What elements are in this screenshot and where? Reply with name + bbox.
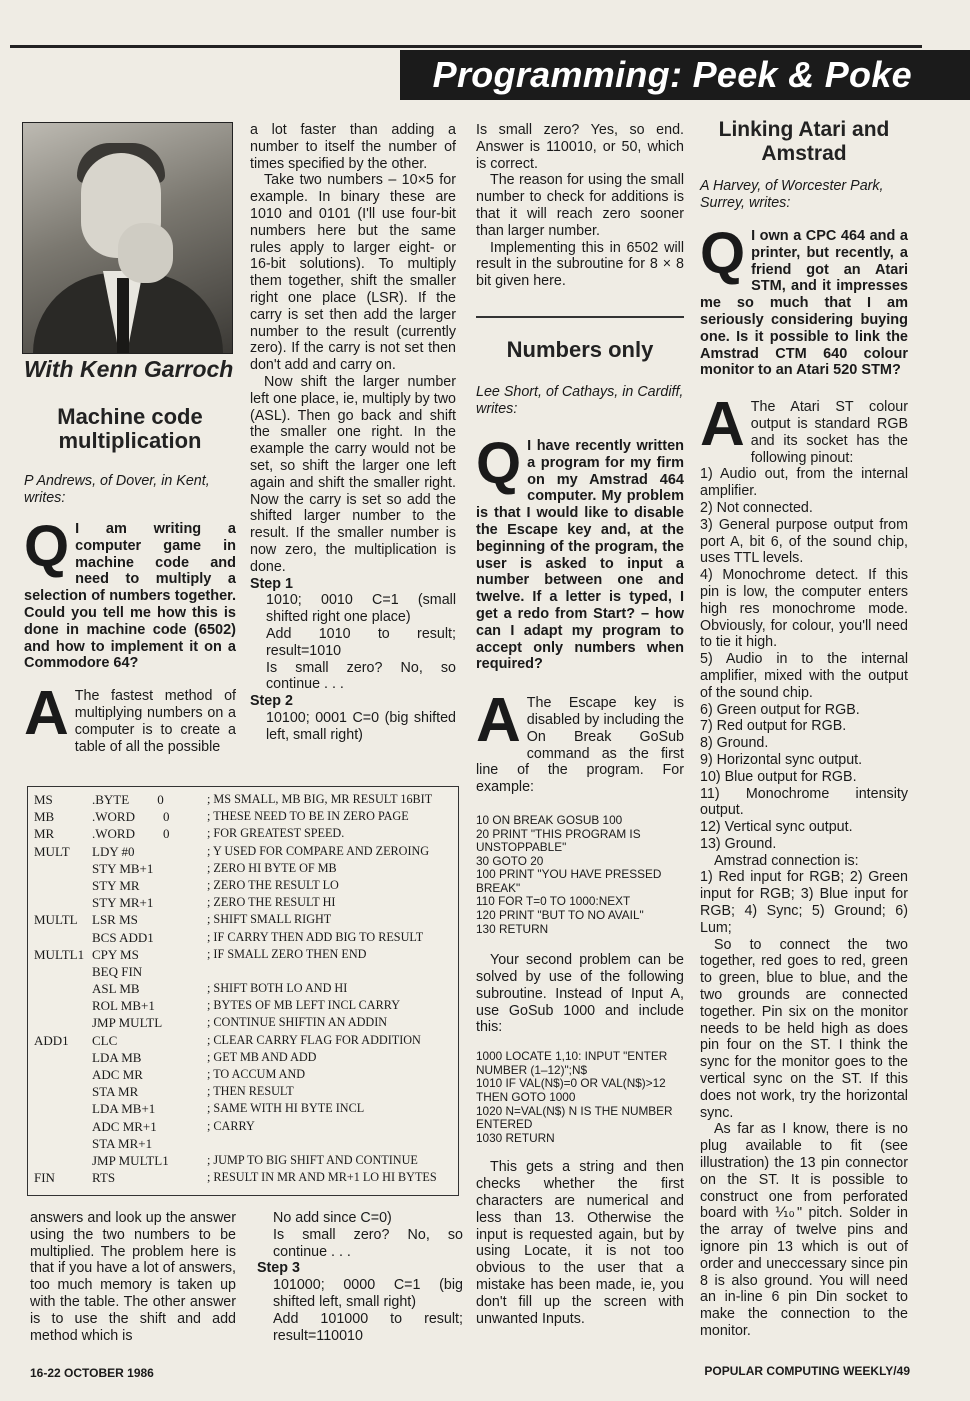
code-row — [28, 1033, 458, 1050]
code-listing-table — [28, 792, 458, 1187]
code-row — [28, 1050, 458, 1067]
pinout-item: 4) Monochrome detect. If this pin is low, the computer enters high res monochrome mode. Obviously, for colour, you'll need to tie it high. — [700, 567, 908, 651]
dropcap-q: Q — [700, 221, 746, 286]
code-comment: ; ZERO HI BYTE OF MB — [207, 860, 337, 875]
dropcap-a: A — [476, 686, 521, 756]
basic-line: 1030 RETURN — [476, 1130, 555, 1145]
code-row — [28, 1170, 458, 1187]
code-label: MB — [34, 809, 55, 825]
code-label — [28, 964, 92, 981]
code-row — [28, 809, 458, 826]
step-1-label: Step 1 — [250, 575, 293, 592]
code-row — [28, 792, 458, 809]
code-comment: ; CONTINUE SHIFTIN AN ADDIN — [207, 1015, 388, 1030]
code-instruction: STY MB+1 — [92, 860, 154, 876]
code-instruction: .BYTE 0 — [92, 792, 164, 807]
paragraph: Is small zero? Yes, so end. Answer is 110010, or 50, which is correct. — [476, 122, 684, 172]
code-instruction: STY MR — [92, 877, 140, 893]
code-comment: ; THESE NEED TO BE IN ZERO PAGE — [207, 809, 409, 824]
basic-listing-1 — [476, 814, 684, 936]
code-comment: ; GET MB AND ADD — [207, 1049, 317, 1064]
section-divider — [476, 316, 684, 318]
code-comment: ; TO ACCUM AND — [207, 1067, 306, 1081]
basic-line: 10 ON BREAK GOSUB 100 — [476, 812, 623, 827]
pinout-item: 3) General purpose output from port A, bit 6, of the sound chip, uses TTL levels. — [700, 516, 908, 567]
code-label — [28, 1136, 92, 1153]
basic-line: 130 RETURN — [476, 921, 549, 936]
answer — [476, 686, 684, 796]
question — [476, 430, 684, 673]
pinout-item: 6) Green output for RGB. — [700, 701, 860, 718]
dropcap-q: Q — [24, 514, 70, 579]
answer-text: The Escape key is disabled by including the On Break GoSub command as the first line of the program. For example: — [476, 695, 684, 796]
step-text: Add 1010 to result; result=1010 — [266, 625, 456, 659]
step-2-label: Step 2 — [250, 693, 293, 710]
author-photo — [22, 122, 233, 354]
basic-line: 1010 IF VAL(N$)=0 OR VAL(N$)>12 THEN GOTO 1000 — [476, 1076, 666, 1105]
paragraph: The reason for using the small number to check for additions is that it will reach zero sooner than larger number. — [476, 172, 684, 239]
code-comment: ; SAME WITH HI BYTE INCL — [207, 1101, 365, 1116]
code-instruction: BEQ FIN — [92, 963, 143, 979]
code-instruction: CLC — [92, 1032, 118, 1048]
top-rule — [10, 45, 922, 48]
pinout-item: 9) Horizontal sync output. — [700, 751, 863, 768]
code-label — [28, 895, 92, 912]
code-comment: ; RESULT IN MR AND MR+1 LO HI BYTES — [207, 1170, 437, 1185]
code-instruction: ROL MB+1 — [92, 998, 155, 1014]
code-row — [28, 947, 458, 964]
code-instruction: LDA MB — [92, 1049, 142, 1065]
step-text: No add since C=0) — [273, 1210, 392, 1226]
dropcap-a: A — [24, 679, 69, 749]
code-label: MULTL1 — [34, 946, 85, 962]
code-row — [28, 964, 458, 981]
code-instruction: CPY MS — [92, 946, 139, 962]
basic-line: 30 GOTO 20 — [476, 853, 544, 868]
code-instruction: LSR MS — [92, 912, 138, 928]
pinout-list — [700, 466, 908, 852]
code-label — [28, 1050, 92, 1067]
column-1 — [24, 405, 236, 755]
basic-line: 100 PRINT "YOU HAVE PRESSED BREAK" — [476, 867, 662, 895]
code-instruction: ASL MB — [92, 981, 140, 997]
column-3 — [476, 122, 684, 1327]
basic-listing-2 — [476, 1050, 684, 1145]
column-1-continued — [30, 1210, 236, 1344]
column-4 — [700, 118, 908, 1340]
code-comment: ; SHIFT BOTH LO AND HI — [207, 981, 348, 996]
code-comment: ; Y USED FOR COMPARE AND ZEROING — [207, 843, 430, 858]
footer-page: POPULAR COMPUTING WEEKLY/49 — [704, 1364, 910, 1378]
code-comment: ; FOR GREATEST SPEED. — [207, 826, 345, 841]
question-text: I am writing a computer game in machine code and need to multiply a selection of numbers together. Could you tell me how this is done in machine code (6502) and how to implement it on a Commodore 64? — [24, 521, 236, 672]
code-label — [28, 878, 92, 895]
code-comment: ; CARRY — [207, 1118, 255, 1133]
basic-line: 110 FOR T=0 TO 1000:NEXT — [476, 894, 631, 909]
code-instruction: STA MR+1 — [92, 1135, 153, 1151]
article-heading-machine-code: Machine code multiplication — [57, 404, 203, 453]
question — [24, 514, 236, 672]
code-row — [28, 844, 458, 861]
answer — [700, 390, 908, 466]
code-row — [28, 1153, 458, 1170]
code-row — [28, 981, 458, 998]
code-comment: ; CLEAR CARRY FLAG FOR ADDITION — [207, 1032, 421, 1047]
code-operand: 0 — [157, 792, 164, 807]
code-row — [28, 878, 458, 895]
dropcap-a: A — [700, 390, 745, 460]
page-header-banner — [400, 50, 970, 100]
pinout-item: 7) Red output for RGB. — [700, 718, 847, 735]
basic-line: 120 PRINT "BUT TO NO AVAIL" — [476, 908, 644, 923]
code-instruction: .WORD 0 — [92, 809, 170, 825]
code-comment: ; BYTES OF MB LEFT INCL CARRY — [207, 998, 400, 1013]
code-instruction: LDY #0 — [92, 843, 135, 859]
code-instruction: ADC MR — [92, 1067, 143, 1082]
code-operand: 0 — [162, 826, 170, 842]
step-3-label: Step 3 — [257, 1260, 300, 1277]
code-label: ADD1 — [34, 1032, 69, 1048]
paragraph: a lot faster than adding a number to itself the number of times specified by the other. — [250, 122, 456, 172]
question — [700, 221, 908, 379]
code-label — [28, 1153, 92, 1170]
code-row — [28, 861, 458, 878]
code-comment: ; IF CARRY THEN ADD BIG TO RESULT — [207, 929, 424, 944]
code-comment — [207, 1136, 458, 1153]
code-operand: 0 — [162, 809, 170, 825]
pinout-item: 11) Monochrome intensity output. — [700, 785, 908, 819]
code-instruction: .WORD 0 — [92, 826, 170, 842]
code-row — [28, 895, 458, 912]
code-row — [28, 912, 458, 929]
code-comment — [207, 964, 458, 981]
byline: Lee Short, of Cathays, in Cardiff, writes: — [476, 383, 684, 417]
column-2-continued — [257, 1210, 463, 1344]
code-row — [28, 826, 458, 843]
page-header-title: Programming: Peek & Poke — [432, 54, 912, 95]
code-listing-box — [27, 786, 459, 1196]
paragraph: 1) Red input for RGB; 2) Green input for RGB; 3) Blue input for RGB; 4) Sync; 5) Ground; 6) Lum; — [700, 869, 908, 936]
code-comment: ; ZERO THE RESULT HI — [207, 895, 336, 910]
code-label — [28, 1101, 92, 1118]
step-text: Is small zero? No, so continue . . . — [273, 1226, 463, 1260]
code-row — [28, 1067, 458, 1084]
paragraph: Your second problem can be solved by use of the following subroutine. Instead of Input A, use GoSub 1000 and include this: — [476, 952, 684, 1036]
code-instruction: JMP MULTL — [92, 1015, 163, 1031]
code-instruction: JMP MULTL1 — [92, 1152, 169, 1168]
step-text: 101000; 0000 C=1 (big shifted left, small right) — [273, 1277, 463, 1310]
basic-line: 1020 N=VAL(N$) N IS THE NUMBER ENTERED — [476, 1103, 673, 1132]
pinout-item: 8) Ground. — [700, 735, 769, 752]
step-text: Add 101000 to result; result=110010 — [273, 1310, 463, 1344]
code-comment: ; IF SMALL ZERO THEN END — [207, 946, 367, 961]
code-label: MULT — [34, 843, 70, 859]
dropcap-q: Q — [476, 430, 522, 496]
column-2 — [250, 122, 456, 743]
paragraph: This gets a string and then checks whether the first characters are numerical and less than 13. Otherwise the input is requested again, but by using Locate, it is not too obvious to the user that a mistake has been made, ie, you don't fill up the screen with unwanted Inputs. — [476, 1159, 684, 1327]
pinout-item: 10) Blue output for RGB. — [700, 768, 857, 785]
code-instruction: STA MR — [92, 1084, 139, 1100]
code-row — [28, 1119, 458, 1136]
paragraph: Take two numbers – 10×5 for example. In binary these are 1010 and 0101 (I'll use four-bit numbers here but the same rules apply to larger eight- or 16-bit solutions). To multiply them together, shift the smaller right one place (LSR). If the carry is set then add the larger number to the result (currently zero). If the carry is not set then don't add and carry on. — [250, 172, 456, 374]
code-label: FIN — [34, 1170, 55, 1186]
photo-caption: With Kenn Garroch — [24, 356, 234, 382]
pinout-item: 1) Audio out, from the internal amplifier. — [700, 466, 908, 500]
pinout-item: 13) Ground. — [700, 835, 777, 852]
code-label — [28, 1084, 92, 1101]
pinout-item: 2) Not connected. — [700, 499, 813, 516]
code-instruction: LDA MB+1 — [92, 1101, 156, 1117]
code-label: MR — [34, 826, 55, 842]
basic-line: 1000 LOCATE 1,10: INPUT "ENTER NUMBER (1–12)";N$ — [476, 1049, 668, 1077]
code-comment: ; THEN RESULT — [207, 1084, 294, 1099]
step-text: 1010; 0010 C=1 (small shifted right one place) — [266, 592, 456, 626]
code-label — [28, 1067, 92, 1084]
code-comment: ; MS SMALL, MB BIG, MR RESULT 16BIT — [207, 792, 433, 806]
code-label: MS — [34, 792, 53, 807]
code-row — [28, 930, 458, 947]
code-label — [28, 981, 92, 998]
paragraph: Implementing this in 6502 will result in the subroutine for 8 × 8 bit given here. — [476, 239, 684, 290]
step-text: 10100; 0001 C=0 (big shifted left, small right) — [266, 709, 456, 743]
code-label: MULTL — [34, 912, 78, 928]
code-row — [28, 1015, 458, 1032]
code-instruction: RTS — [92, 1170, 116, 1186]
pinout-item: 5) Audio in to the internal amplifier, mixed with the output of the sound chip. — [700, 651, 908, 701]
paragraph: answers and look up the answer using the two numbers to be multiplied. The problem here is that if you have a lot of answers, too much memory is taken up with the table. The other answer is to use the shift and add method which is — [30, 1210, 236, 1344]
byline: A Harvey, of Worcester Park, Surrey, writes: — [700, 178, 884, 211]
question-text: I have recently written a program for my firm on my Amstrad 464 computer. My problem is that I would like to disable the Escape key and, at the beginning of the program, the user is asked to input a number between one and twelve. If a letter is typed, I get a redo from Start? – how can I adapt my program to accept only numbers when required? — [476, 437, 684, 673]
code-instruction: BCS ADD1 — [92, 929, 154, 945]
code-row — [28, 998, 458, 1015]
paragraph: So to connect the two together, red goes to red, green to green, blue to blue, and the two grounds are connected together. Pin six on the monitor needs to be held high as does pin four on the ST. I think the sync for the monitor goes to the vertical sync on the ST. If this does not work, try the horizontal sync. — [700, 936, 908, 1121]
code-label — [28, 930, 92, 947]
footer-date: 16-22 OCTOBER 1986 — [30, 1366, 154, 1380]
question-text: I own a CPC 464 and a printer, but recently, a friend got an Atari STM, and it impresses me so much that I am seriously considering buying one. Is it possible to link the Amstrad CTM 640 colour monitor to an Atari 520 STM? — [700, 228, 908, 379]
code-comment: ; JUMP TO BIG SHIFT AND CONTINUE — [207, 1152, 418, 1167]
code-comment: ; SHIFT SMALL RIGHT — [207, 912, 332, 927]
code-label — [28, 1015, 92, 1032]
paragraph: As far as I know, there is no plug available to fit (see illustration) the 13 pin connector on the ST. It is possible to construct one from perforated board with ⅒" pitch. Solder in the array of twelve pins and ignore pin 13 which is out of order and uneccessary since pin 8 is also ground. You will need an in-line 6 pin Din socket to make the connection to the monitor. — [700, 1121, 908, 1339]
byline: P Andrews, of Dover, in Kent, writes: — [24, 473, 210, 506]
answer — [24, 679, 236, 755]
basic-line: 20 PRINT "THIS PROGRAM IS UNSTOPPABLE" — [476, 826, 641, 855]
paragraph: Now shift the larger number left one place, ie, multiply by two (ASL). Then go back and shift the smaller one right. In the example the carry would not be set, so shift the larger one left again and shift the smaller right. Now the carry is set so add the shifted larger number to the result. If the smaller number is now zero, the multiplication is done. — [250, 373, 456, 575]
answer-text: The Atari ST colour output is standard RGB and its socket has the following pinout: — [750, 399, 908, 466]
code-row — [28, 1084, 458, 1101]
paragraph: Amstrad connection is: — [714, 852, 859, 869]
pinout-item: 12) Vertical sync output. — [700, 819, 853, 836]
code-instruction: STY MR+1 — [92, 895, 154, 911]
code-comment: ; ZERO THE RESULT LO — [207, 877, 339, 892]
code-row — [28, 1136, 458, 1153]
article-heading-linking: Linking Atari and Amstrad — [718, 118, 890, 165]
step-text: Is small zero? No, so continue . . . — [266, 659, 456, 693]
code-row — [28, 1101, 458, 1118]
code-label — [28, 861, 92, 878]
answer-text: The fastest method of multiplying numbers on a computer is to create a table of all the possible — [74, 688, 236, 755]
code-label — [28, 1119, 92, 1136]
code-label — [28, 998, 92, 1015]
article-heading-numbers-only: Numbers only — [506, 336, 654, 362]
code-instruction: ADC MR+1 — [92, 1118, 157, 1134]
